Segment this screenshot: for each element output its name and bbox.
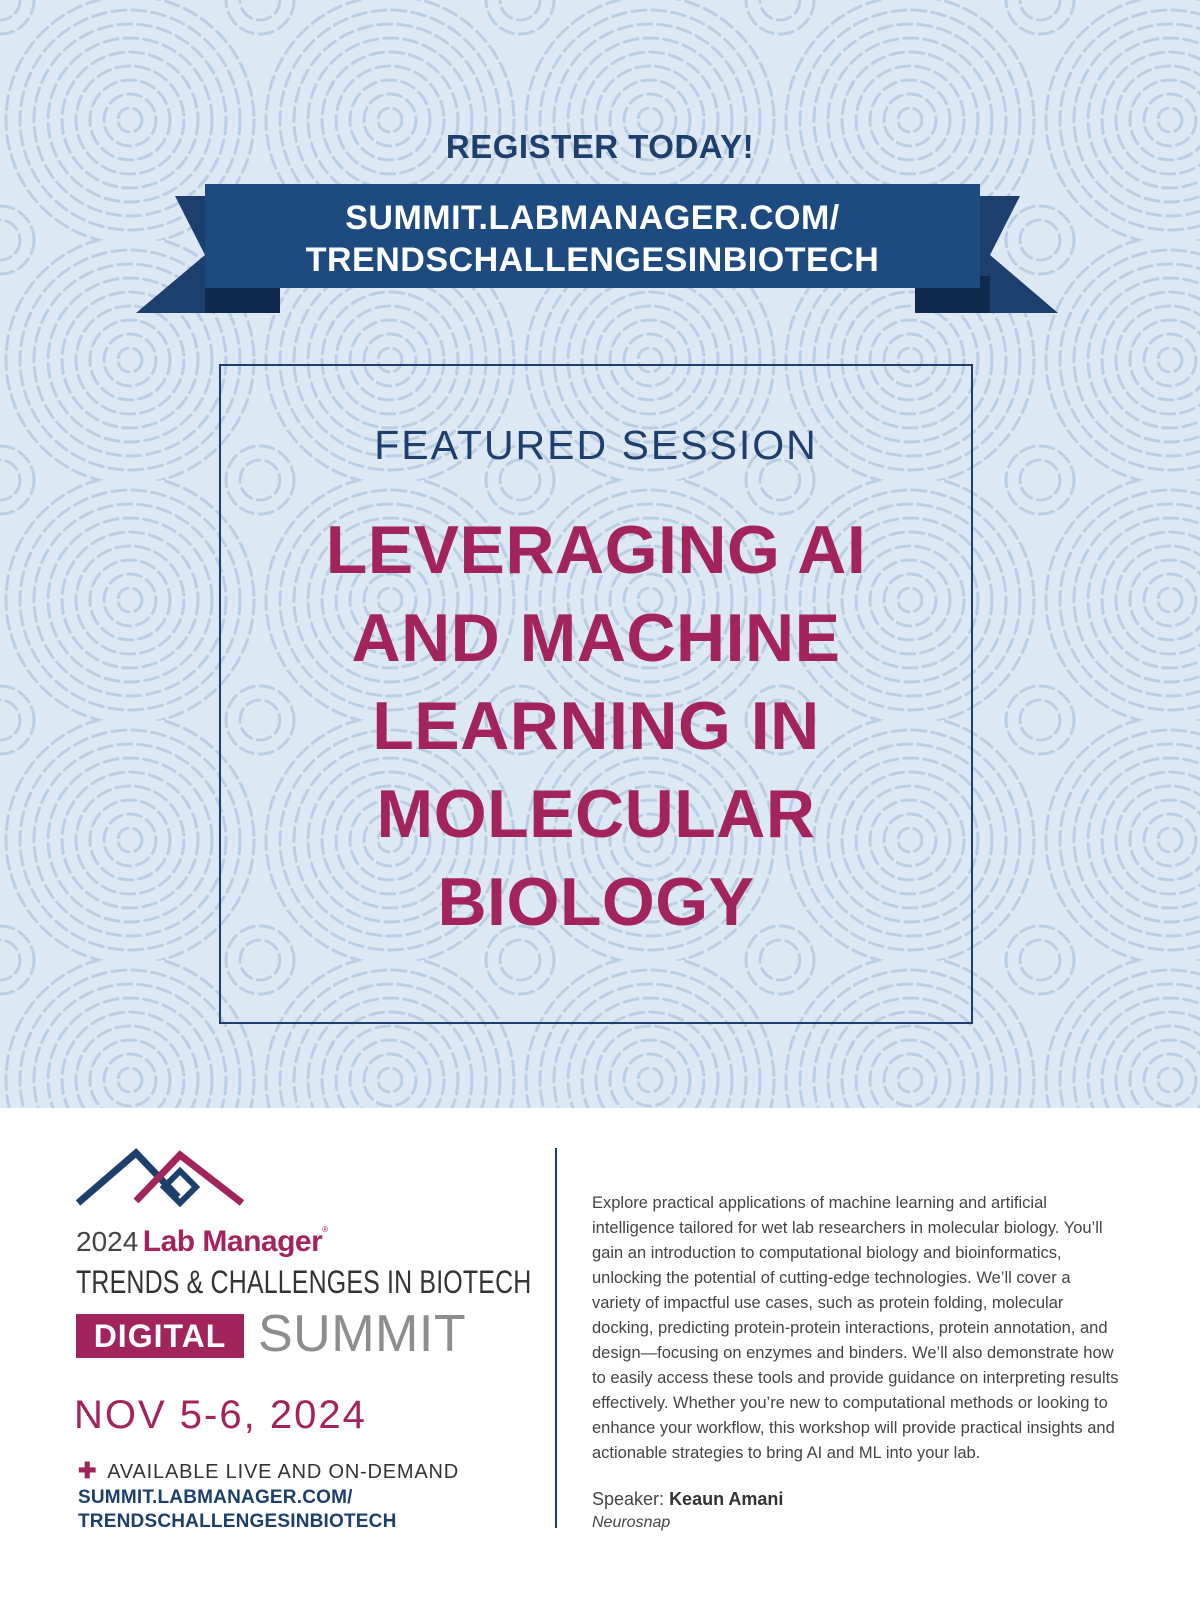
session-description — [592, 1191, 1132, 1466]
ribbon-url-line-1: SUMMIT.LABMANAGER.COM/ — [345, 199, 840, 237]
ribbon-url-link[interactable] — [205, 197, 980, 281]
lab-manager-logo-mark — [76, 1145, 246, 1209]
description-line: design—focusing on enzymes and binders. We’ll also demonstrate how — [592, 1344, 1114, 1362]
event-url-line-1: SUMMIT.LABMANAGER.COM/ — [78, 1487, 353, 1508]
session-title-line: AND MACHINE — [351, 600, 841, 676]
description-line: gain an introduction to computational biology and bioinformatics, — [592, 1244, 1062, 1262]
description-line: Explore practical applications of machine learning and artificial — [592, 1194, 1047, 1212]
session-title-line: BIOLOGY — [437, 864, 755, 940]
plus-icon: ✚ — [78, 1458, 98, 1483]
description-line: enhance your workflow, this workshop will provide practical insights and — [592, 1419, 1115, 1437]
session-title-line: LEVERAGING AI — [325, 512, 867, 588]
description-line: docking, predicting protein-protein interactions, protein annotation, and — [592, 1319, 1108, 1337]
event-url-line-2: TRENDSCHALLENGESINBIOTECH — [78, 1511, 397, 1532]
logo-year-brand — [76, 1225, 328, 1259]
logo-series-title: TRENDS & CHALLENGES IN BIOTECH — [76, 1264, 532, 1300]
description-line: to easily access these tools and provide guidance on interpreting results — [592, 1369, 1119, 1387]
session-title-line: LEARNING IN — [372, 688, 820, 764]
description-line: actionable strategies to bring AI and ML into your lab. — [592, 1444, 981, 1462]
speaker-label: Speaker: — [592, 1489, 665, 1509]
ribbon-url-line-2: TRENDSCHALLENGESINBIOTECH — [305, 241, 880, 279]
logo-year: 2024 — [76, 1226, 139, 1257]
register-today-heading: REGISTER TODAY! — [445, 128, 755, 165]
event-url-link[interactable] — [78, 1486, 397, 1534]
digital-badge: DIGITAL — [76, 1314, 244, 1358]
description-line: variety of impactful use cases, such as protein folding, molecular — [592, 1294, 1064, 1312]
description-line: unlocking the potential of cutting-edge technologies. We’ll cover a — [592, 1269, 1071, 1287]
speaker-organization: Neurosnap — [592, 1514, 671, 1531]
availability-line — [78, 1458, 459, 1484]
summit-word: SUMMIT — [258, 1305, 467, 1363]
session-title-line: MOLECULAR — [376, 776, 816, 852]
featured-session-label: FEATURED SESSION — [374, 422, 818, 468]
availability-text: AVAILABLE LIVE AND ON-DEMAND — [107, 1461, 459, 1483]
featured-session-box — [219, 364, 973, 1024]
speaker-name: Keaun Amani — [669, 1489, 784, 1509]
session-title — [221, 506, 971, 946]
logo-brand: Lab Manager — [142, 1225, 323, 1258]
vertical-divider — [555, 1148, 557, 1528]
speaker-line — [592, 1489, 783, 1510]
event-dates: NOV 5-6, 2024 — [74, 1393, 367, 1437]
description-line: effectively. Whether you’re new to computational methods or looking to — [592, 1394, 1108, 1412]
logo-registered-mark: ® — [322, 1225, 329, 1234]
description-line: intelligence tailored for wet lab researchers in molecular biology. You’ll — [592, 1219, 1103, 1237]
